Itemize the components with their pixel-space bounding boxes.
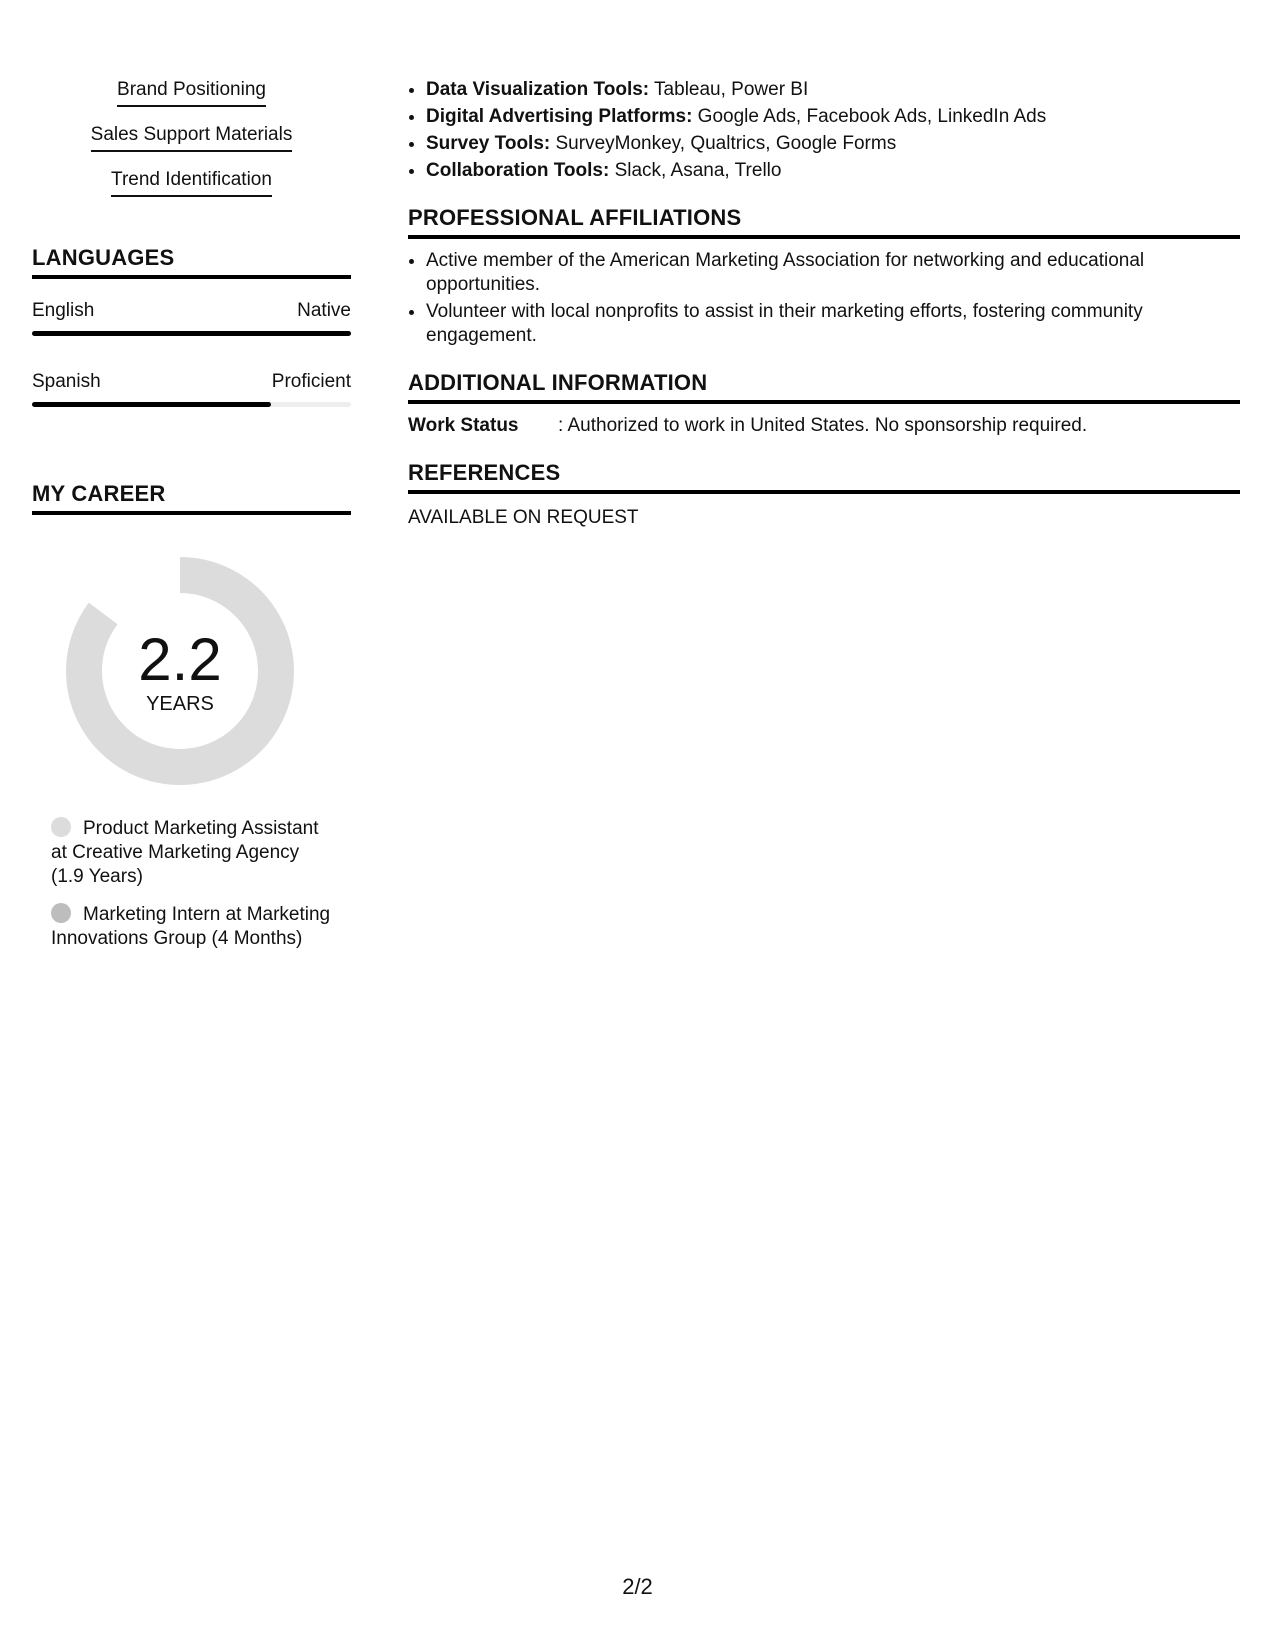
tools-list-item — [426, 105, 1240, 129]
career-total-value: 2.2 — [138, 626, 222, 693]
career-legend-item — [51, 817, 331, 889]
affiliation-item: • Volunteer with local nonprofits to assist in their marketing efforts, fostering community engagement. — [426, 300, 1240, 348]
tool-category: Collaboration Tools: — [426, 160, 610, 181]
work-status-label: Work Status — [408, 415, 519, 436]
career-legend-item — [51, 903, 331, 951]
language-bar-fill — [32, 402, 271, 407]
tool-values: Slack, Asana, Trello — [609, 160, 782, 181]
languages-heading: LANGUAGES — [32, 245, 351, 279]
work-status-value: : Authorized to work in United States. No sponsorship required. — [558, 415, 1088, 436]
tool-category: Data Visualization Tools: — [426, 79, 650, 100]
tools-list-item — [426, 78, 1240, 102]
tool-values: SurveyMonkey, Qualtrics, Google Forms — [550, 133, 897, 154]
legend-dot-icon — [51, 817, 71, 837]
left-column — [32, 78, 351, 965]
references-text: AVAILABLE ON REQUEST — [408, 507, 639, 528]
skill-tags — [32, 78, 351, 213]
skill-tag-trend-identification: Trend Identification — [111, 168, 272, 197]
career-heading: MY CAREER — [32, 481, 351, 515]
references-section — [408, 460, 1240, 530]
tool-values: Tableau, Power BI — [649, 79, 809, 100]
language-level: Native — [297, 300, 351, 321]
language-row-spanish — [32, 370, 351, 407]
career-legend-label: Product Marketing Assistant at Creative Marketing Agency (1.9 Years) — [51, 818, 319, 887]
page-number: 2/2 — [622, 1574, 653, 1599]
tool-category: Survey Tools: — [426, 133, 551, 154]
references-heading: REFERENCES — [408, 460, 1240, 494]
career-donut-chart — [66, 557, 294, 785]
additional-info-heading: ADDITIONAL INFORMATION — [408, 370, 1240, 404]
tools-list — [408, 78, 1240, 183]
tool-values: Google Ads, Facebook Ads, LinkedIn Ads — [692, 106, 1047, 127]
career-legend — [51, 817, 331, 951]
right-column — [408, 78, 1240, 530]
language-level: Proficient — [271, 371, 351, 392]
language-row-english — [32, 299, 351, 336]
career-total-unit: YEARS — [146, 693, 214, 715]
career-section — [32, 481, 351, 951]
skill-tag-sales-support: Sales Support Materials — [91, 123, 293, 152]
tools-list-item — [426, 132, 1240, 156]
additional-info-section — [408, 370, 1240, 438]
language-name: Spanish — [32, 371, 101, 392]
affiliations-heading: PROFESSIONAL AFFILIATIONS — [408, 205, 1240, 239]
affiliation-item: • Active member of the American Marketing Association for networking and educational opportunities. — [426, 249, 1240, 297]
tools-list-item — [426, 159, 1240, 183]
affiliations-section — [408, 205, 1240, 348]
language-bar — [32, 331, 351, 336]
career-legend-label: Marketing Intern at Marketing Innovations Group (4 Months) — [51, 904, 331, 949]
work-status-row — [408, 414, 1240, 438]
language-name: English — [32, 300, 95, 321]
skill-tag-brand-positioning: Brand Positioning — [117, 78, 266, 107]
language-bar-fill — [32, 331, 351, 336]
legend-dot-icon — [51, 903, 71, 923]
language-bar — [32, 402, 351, 407]
tool-category: Digital Advertising Platforms: — [426, 106, 693, 127]
affiliations-list — [408, 249, 1240, 348]
languages-section — [32, 245, 351, 407]
